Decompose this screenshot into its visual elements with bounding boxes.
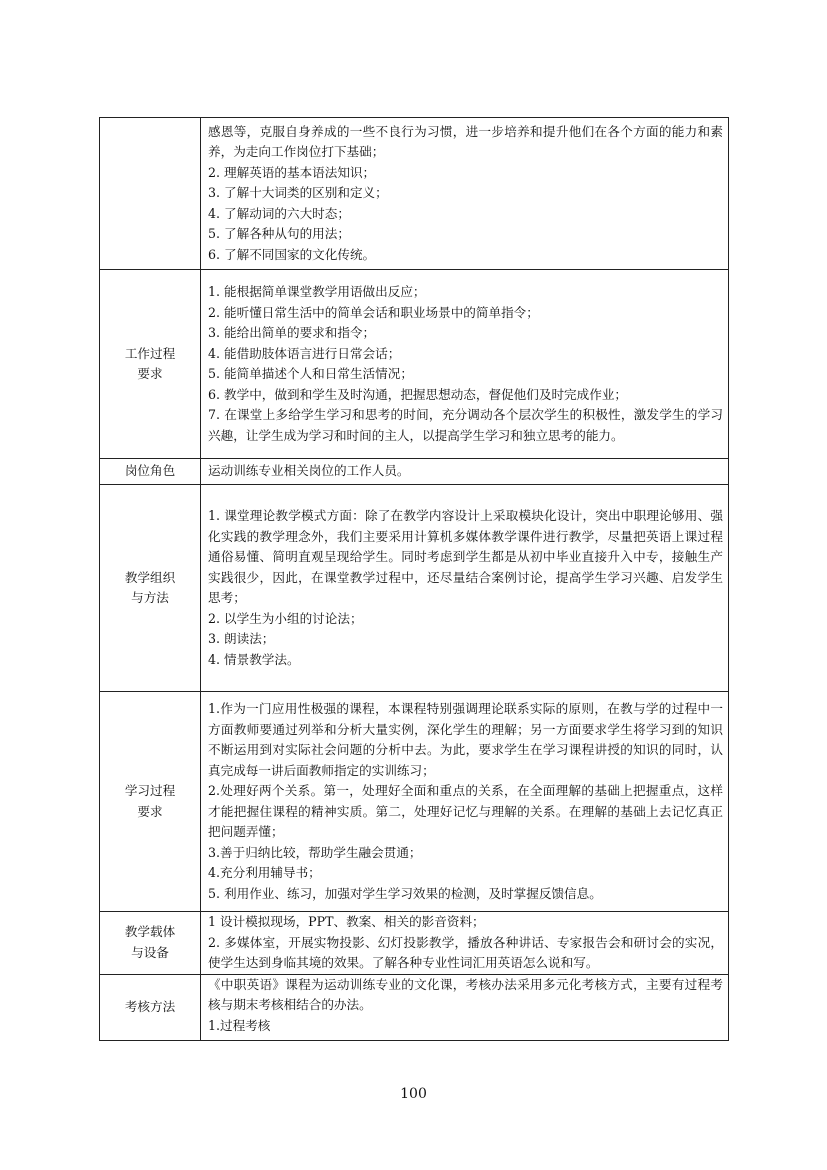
content-line: 5. 了解各种从句的用法；: [208, 226, 350, 242]
row-content-learning-process: [201, 692, 729, 912]
label-line: 教学载体: [124, 924, 176, 940]
content-line: 4. 了解动词的六大时态；: [208, 205, 350, 221]
label-line: 岗位角色: [124, 463, 176, 479]
row-label-learning-process: [100, 692, 201, 912]
content-line: 1. 能根据简单课堂教学用语做出反应；: [208, 284, 426, 299]
row-content-position-role: [201, 459, 729, 485]
label-line: 工作过程: [124, 345, 176, 361]
table-row-learning-process: [100, 692, 729, 912]
label-line: 要求: [137, 803, 163, 819]
content-line: 4.充分利用辅导书；: [208, 865, 321, 880]
label-line: 要求: [137, 366, 163, 381]
content-line: 5. 利用作业、练习，加强对学生学习效果的检测，及时掌握反馈信息。: [208, 885, 602, 901]
row-content-work-process: [201, 270, 729, 459]
content-line: 1.作为一门应用性极强的课程，本课程特别强调理论联系实际的原则，在教与学的过程中一方面教师要通过列举和分析大量实例，深化学生的理解；另一方面要求学生将学习到的知识不断运用到对实际社会问题的分析中去。为此，要求学生在学习课程讲授的知识的同时，认真完成每一讲后面教师指定的实训练习；: [208, 701, 723, 778]
label-line: 教学组织: [124, 569, 176, 585]
content-line: 5. 能简单描述个人和日常生活情况；: [208, 366, 413, 381]
table-row-assessment: [100, 974, 729, 1040]
label-line: 考核方法: [124, 998, 176, 1014]
content-line: 1. 课堂理论教学模式方面：除了在教学内容设计上采取模块化设计，突出中职理论够用、强化实践的教学理念外，我们主要采用计算机多媒体教学课件进行教学，尽量把英语上课过程通俗易懂、简明直观呈现给学生。同时考虑到学生都是从初中毕业直接升入中专，接触生产实践很少，因此，在课堂教学过程中，还尽量结合案例讨论，提高学生学习兴趣、启发学生思考；: [208, 508, 723, 605]
content-line: 3. 能给出简单的要求和指令；: [208, 325, 376, 340]
content-line: 4. 能借助肢体语言进行日常会话；: [208, 345, 401, 361]
content-line: 感恩等，克服自身养成的一些不良行为习惯，进一步培养和提升他们在各个方面的能力和素养，为走向工作岗位打下基础；: [208, 123, 723, 160]
content-line: 1.过程考核: [208, 1017, 271, 1033]
row-content-teaching-equipment: [201, 912, 729, 975]
content-line: 3. 朗读法；: [208, 631, 275, 646]
table-row-teaching-equipment: [100, 912, 729, 975]
row-label-empty: [100, 118, 201, 270]
content-line: 6. 教学中，做到和学生及时沟通，把握思想动态，督促他们及时完成作业；: [208, 386, 628, 402]
content-line: 1 设计模拟现场，PPT、教案、相关的影音资料；: [208, 914, 485, 929]
row-label-work-process: [100, 270, 201, 459]
content-line: 4. 情景教学法。: [208, 651, 300, 667]
table-row-work-process: [100, 270, 729, 459]
row-label-teaching-methods: [100, 485, 201, 692]
row-label-teaching-equipment: [100, 912, 201, 975]
content-line: 3.善于归纳比较，帮助学生融会贯通；: [208, 844, 422, 860]
content-line: 2.处理好两个关系。第一，处理好全面和重点的关系，在全面理解的基础上把握重点，这样才能把握住课程的精神实质。第二，处理好记忆与理解的关系。在理解的基础上去记忆真正把问题弄懂；: [208, 783, 723, 839]
row-label-assessment: [100, 974, 201, 1040]
content-line: 2. 理解英语的基本语法知识；: [208, 164, 376, 180]
label-line: 学习过程: [124, 783, 176, 798]
content-line: 3. 了解十大词类的区别和定义；: [208, 185, 388, 201]
table-row-continued: [100, 118, 729, 270]
content-line: 6. 了解不同国家的文化传统。: [208, 246, 376, 262]
table-row-position-role: [100, 459, 729, 485]
row-content-teaching-methods: [201, 485, 729, 692]
row-content-knowledge-goals: [201, 118, 729, 270]
label-line: 与设备: [131, 944, 169, 960]
content-line: 7. 在课堂上多给学生学习和思考的时间，充分调动各个层次学生的积极性，激发学生的学习兴趣，让学生成为学习和时间的主人，以提高学生学习和独立思考的能力。: [208, 407, 723, 443]
page-number: 100: [400, 1086, 427, 1102]
content-line: 2. 能听懂日常生活中的简单会话和职业场景中的简单指令；: [208, 304, 539, 320]
content-line: 2. 以学生为小组的讨论法；: [208, 610, 363, 626]
row-content-assessment: [201, 974, 729, 1040]
content-line: 运动训练专业相关岗位的工作人员。: [208, 463, 410, 479]
course-info-table: [99, 117, 729, 1041]
table-row-teaching-methods: [100, 485, 729, 692]
content-line: 2. 多媒体室，开展实物投影、幻灯投影教学，播放各种讲话、专家报告会和研讨会的实况，使学生达到身临其境的效果。了解各种专业性词汇用英语怎么说和写。: [208, 934, 723, 970]
label-line: 与方法: [131, 590, 169, 605]
row-label-position-role: [100, 459, 201, 485]
content-line: 《中职英语》课程为运动训练专业的文化课，考核办法采用多元化考核方式，主要有过程考核与期末考核相结合的办法。: [208, 976, 723, 1012]
